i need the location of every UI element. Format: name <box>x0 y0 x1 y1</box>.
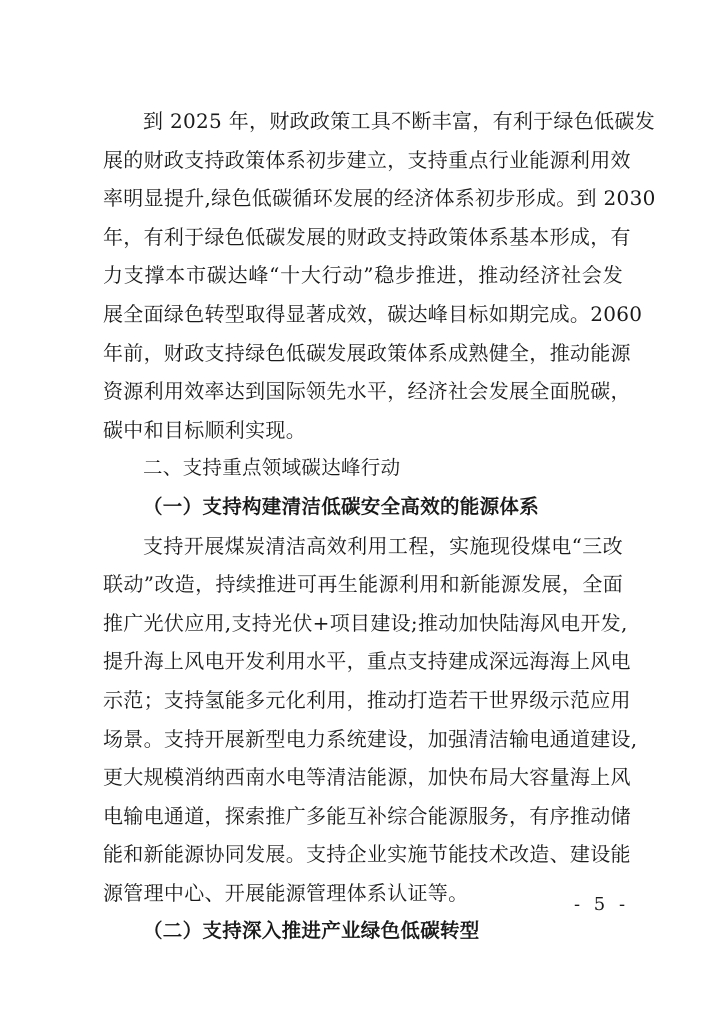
subsection-heading-energy: （一）支持构建清洁低碳安全高效的能源体系 <box>143 494 540 518</box>
text-line: 碳中和目标顺利实现。 <box>103 417 306 442</box>
text-line: 率明显提升,绿色低碳循环发展的经济体系初步形成。到 2030 <box>103 186 656 211</box>
text-line: 更大规模消纳西南水电等清洁能源，加快布局大容量海上风 <box>103 765 631 790</box>
text-line: 支持开展煤炭清洁高效利用工程，实施现役煤电“三改 <box>143 533 623 558</box>
text-line: 年前，财政支持绿色低碳发展政策体系成熟健全，推动能源 <box>103 340 631 365</box>
text-line: 示范；支持氢能多元化利用，推动打造若干世界级示范应用 <box>103 687 631 712</box>
text-line: 能和新能源协同发展。支持企业实施节能技术改造、建设能 <box>103 842 631 867</box>
text-line: 力支撑本市碳达峰“十大行动”稳步推进，推动经济社会发 <box>103 263 623 288</box>
section-heading: 二、支持重点领域碳达峰行动 <box>143 456 401 480</box>
text-line: 提升海上风电开发利用水平，重点支持建成深远海海上风电 <box>103 649 631 674</box>
paragraph-carbon-goals <box>103 102 656 449</box>
text-line: 电输电通道，探索推广多能互补综合能源服务，有序推动储 <box>103 803 631 828</box>
text-line: 展的财政支持政策体系初步建立，支持重点行业能源利用效 <box>103 147 631 172</box>
text-line: 源管理中心、开展能源管理体系认证等。 <box>103 880 469 905</box>
subsection-heading-industry: （二）支持深入推进产业绿色低碳转型 <box>143 919 480 943</box>
text-line: 到 2025 年，财政政策工具不断丰富，有利于绿色低碳发 <box>143 109 656 133</box>
page-number: - 5 - <box>574 894 630 915</box>
text-line: 资源利用效率达到国际领先水平，经济社会发展全面脱碳， <box>103 379 631 404</box>
text-line: 年，有利于绿色低碳发展的财政支持政策体系基本形成，有 <box>103 224 631 249</box>
text-line: 展全面绿色转型取得显著成效，碳达峰目标如期完成。2060 <box>103 301 643 326</box>
paragraph-energy-system <box>103 527 638 913</box>
page-content <box>103 102 656 951</box>
text-line: 联动”改造，持续推进可再生能源利用和新能源发展，全面 <box>103 572 623 597</box>
text-line: 推广光伏应用,支持光伏+项目建设;推动加快陆海风电开发, <box>103 610 628 635</box>
text-line: 场景。支持开展新型电力系统建设，加强清洁输电通道建设, <box>103 726 638 751</box>
